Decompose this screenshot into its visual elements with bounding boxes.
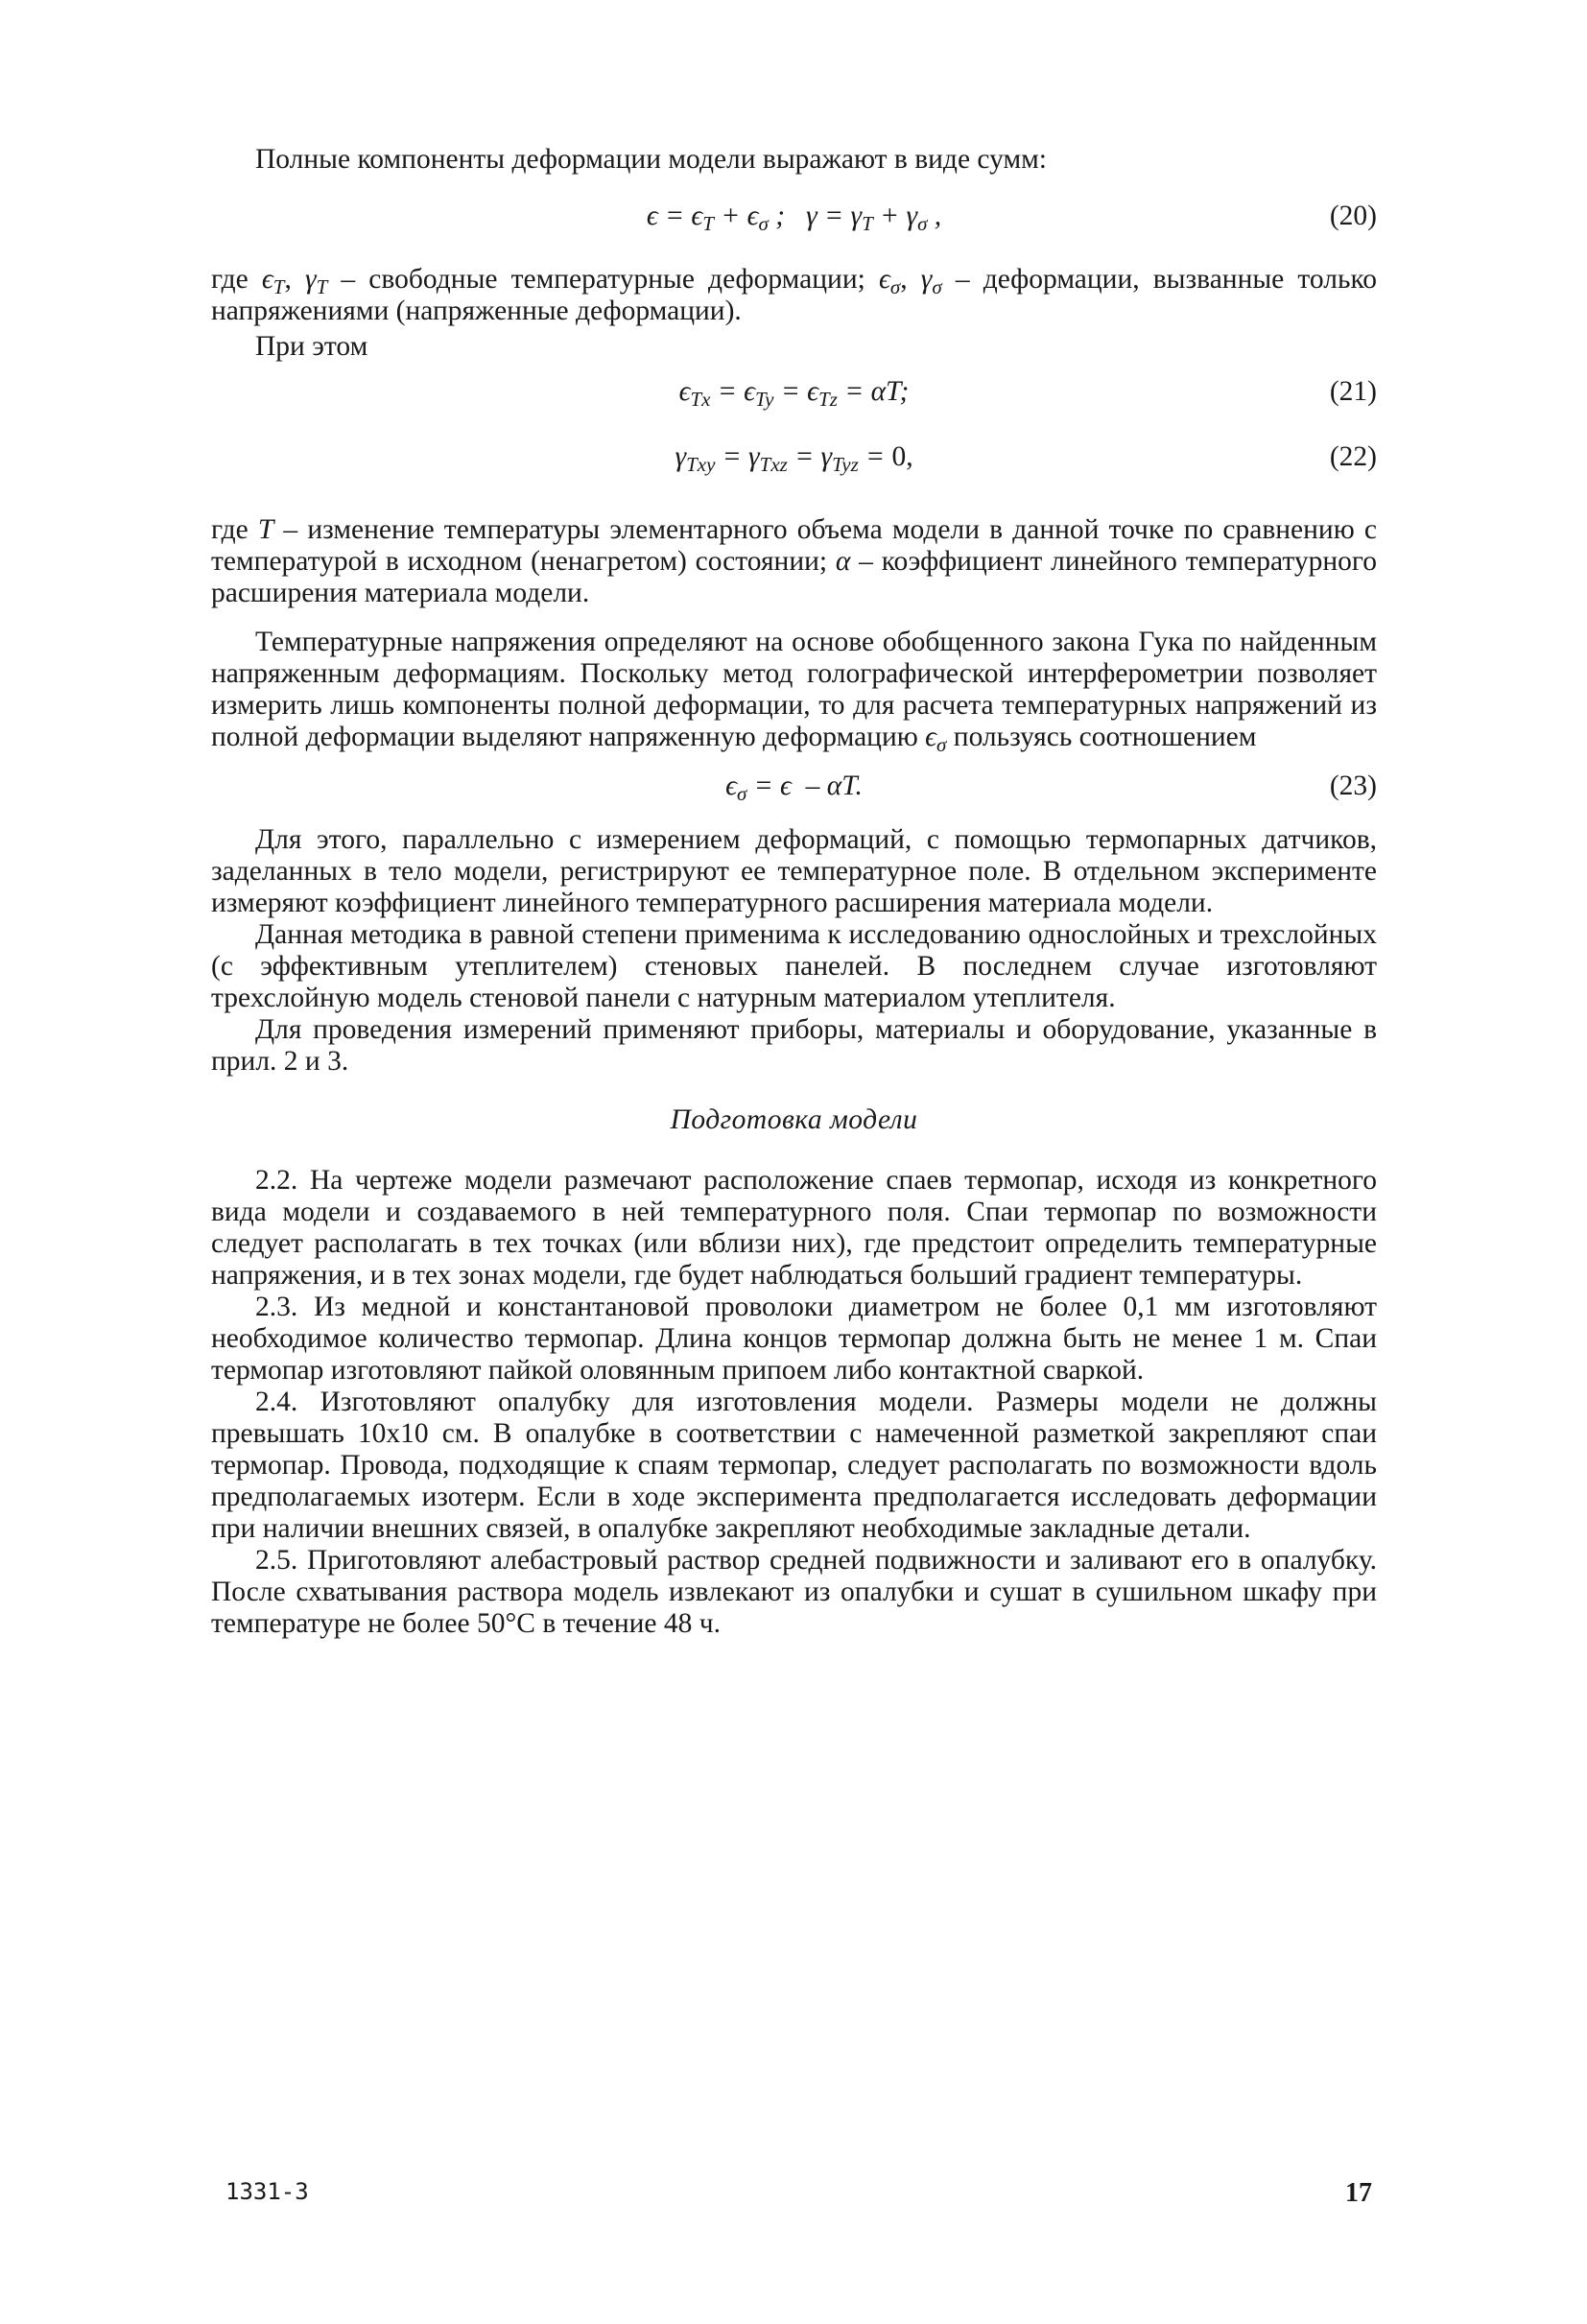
equation-20-expression: $\epsilon = \epsilon_T + \epsilon_\sigma$ ; $\gamma = \gamma_T + \gamma_\sigma$ ,: [646, 201, 942, 235]
equation-21-expression: $\epsilon_{Tx} = \epsilon_{Ty} = \epsilon_{Tz} = \alpha T$;: [678, 376, 910, 411]
equation-20: [211, 197, 1377, 235]
item-2-3-text: Из медной и константановой проволоки диаметром не более 0,1 мм изготовляют необходимое количество термопар. Длина концов термопар должна быть не менее 1 м. Спаи термопар изготовляют пайкой оловянным припоем либо контактной сваркой.: [211, 1292, 1377, 1386]
equation-21: [211, 372, 1377, 411]
paragraph-after-eq20: где $\epsilon_T$, $\gamma_T$ – свободные температурные деформации; $\epsilon_\sigma$, $\gamma_\sigma$ – деформации, вызванные только напряжениями (напряженные деформации).: [211, 264, 1378, 326]
page-footer: [225, 2178, 1372, 2217]
item-2-4-number: 2.4.: [255, 1387, 298, 1417]
paragraph-devices: Для проведения измерений применяют приборы, материалы и оборудование, указанные в прил. 2 и 3.: [211, 1014, 1377, 1077]
item-2-4: [211, 1387, 1377, 1545]
section-heading: Подготовка модели: [670, 1104, 918, 1135]
item-2-4-text: Изготовляют опалубку для изготовления модели. Размеры модели не должны превышать 10х10 см. В опалубке в соответствии с намеченной разметкой закрепляют спаи термопар. Провода, подходящие к спаям термопар, следует располагать по возможности вдоль предполагаемых изотерм. Если в ходе эксперимента предполагается исследовать деформации при наличии внешних связей, в опалубке закрепляют необходимые закладные детали.: [211, 1387, 1377, 1544]
equation-23: [211, 767, 1377, 805]
equation-23-expression: $\epsilon_\sigma = \epsilon - \alpha T$.: [725, 771, 863, 805]
equation-22-expression: $\gamma_{Txy} = \gamma_{Txz} = \gamma_{Tyz} = 0$,: [675, 441, 913, 476]
equation-21-number: (21): [1329, 376, 1377, 407]
paragraph-after-eq22: где T – изменение температуры элементарного объема модели в данной точке по сравнению с температурой в исходном (ненагретом) состоянии; α – коэффициент линейного температурного расширения материала модели.: [211, 514, 1377, 608]
equation-22: [211, 438, 1377, 476]
page-content: [211, 144, 1377, 1640]
item-2-5-number: 2.5.: [255, 1545, 298, 1576]
paragraph-hooke: Температурные напряжения определяют на основе обобщенного закона Гука по найденным напряженным деформациям. Поскольку метод голографической интерферометрии позволяет измерить лишь компоненты полной деформации, то для расчета температурных напряжений из полной деформации выделяют напряженную деформацию $\epsilon_\sigma$ пользуясь соотношением: [211, 627, 1377, 756]
item-2-2: [211, 1165, 1377, 1292]
item-2-3: [211, 1292, 1377, 1387]
item-2-3-number: 2.3.: [255, 1292, 298, 1322]
footer-code: 1331-3: [225, 2178, 309, 2205]
paragraph-thermocouples: Для этого, параллельно с измерением деформаций, с помощью термопарных датчиков, заделанных в тело модели, регистрируют ее температурное поле. В отдельном эксперименте измеряют коэффициент линейного температурного расширения материала модели.: [211, 824, 1377, 918]
item-2-5-text: Приготовляют алебастровый раствор средней подвижности и заливают его в опалубку. После схватывания раствора модель извлекают из опалубки и сушат в сушильном шкафу при температуре не более 50°С в течение 48 ч.: [211, 1545, 1377, 1639]
item-2-2-text: На чертеже модели размечают расположение спаев термопар, исходя из конкретного вида модели и создаваемого в ней температурного поля. Спаи термопар по возможности следует располагать в тех точках (или вблизи них), где предстоит определить температурные напряжения, и в тех зонах модели, где будет наблюдаться больший градиент температуры.: [211, 1165, 1377, 1291]
page-number: 17: [1345, 2178, 1372, 2208]
intro-paragraph: Полные компоненты деформации модели выражают в виде сумм:: [255, 144, 1048, 175]
item-2-5: [211, 1545, 1377, 1640]
equation-23-number: (23): [1329, 771, 1377, 801]
pri-etom-text: При этом: [255, 331, 368, 362]
paragraph-method: Данная методика в равной степени применима к исследованию однослойных и трехслойных (с эффективным утеплителем) стеновых панелей. В последнем случае изготовляют трехслойную модель стеновой панели с натурным материалом утеплителя.: [211, 919, 1377, 1013]
item-2-2-number: 2.2.: [255, 1165, 298, 1196]
equation-22-number: (22): [1329, 441, 1377, 472]
equation-20-number: (20): [1329, 201, 1377, 231]
